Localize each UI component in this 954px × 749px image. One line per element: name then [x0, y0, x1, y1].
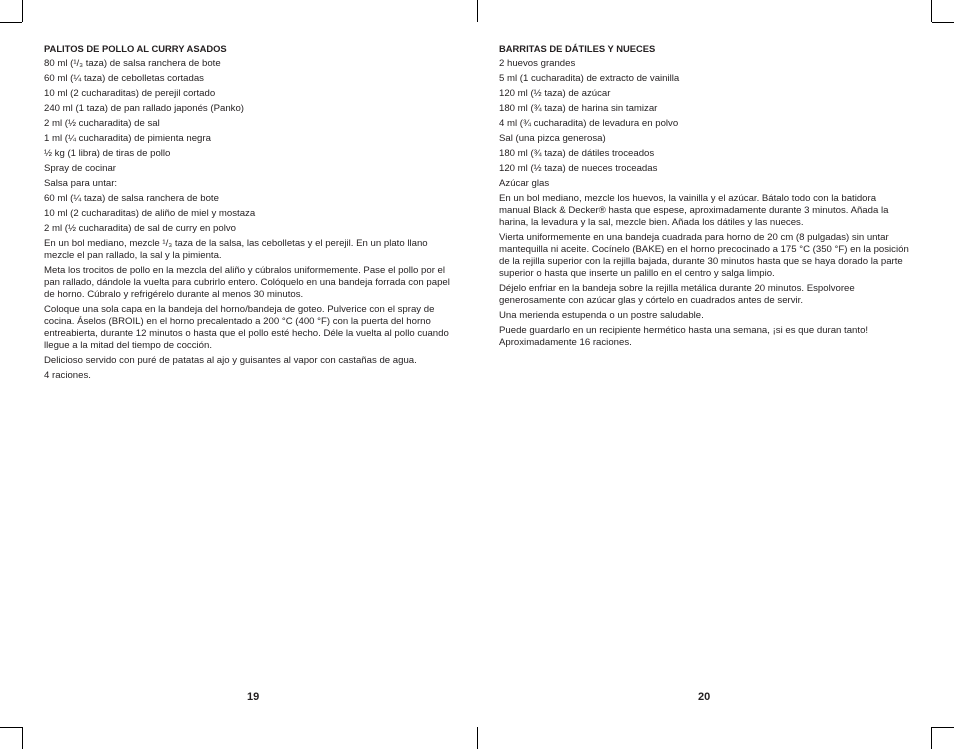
crop-mark-top-left — [22, 0, 23, 22]
ingredient-line: ½ kg (1 libra) de tiras de pollo — [44, 148, 171, 159]
crop-mark-bottom-right-horizontal — [932, 727, 954, 728]
ingredient-line: Spray de cocinar — [44, 163, 116, 174]
page-number-left: 19 — [247, 691, 260, 703]
instruction-paragraph: En un bol mediano, mezcle ¹/₃ taza de la salsa, las cebolletas y el perejil. En un plato llano mezcle el pan rallado, la sal y la pimienta. — [44, 238, 428, 261]
instruction-paragraph: Déjelo enfriar en la bandeja sobre la rejilla metálica durante 20 minutos. Espolvoree generosamente con azúcar glas y córtelo en cuadrados antes de servir. — [499, 283, 855, 306]
ingredient-line: 240 ml (1 taza) de pan rallado japonés (Panko) — [44, 103, 244, 114]
sauce-subheading: Salsa para untar: — [44, 178, 118, 189]
ingredient-line: 4 ml (¾ cucharadita) de levadura en polvo — [499, 118, 679, 129]
servings-note: Puede guardarlo en un recipiente hermético hasta una semana, ¡si es que duran tanto! Aproximadamente 16 raciones. — [499, 325, 869, 348]
crop-mark-bottom-left — [22, 727, 23, 749]
crop-mark-top-right-horizontal — [932, 22, 954, 23]
ingredient-line: 10 ml (2 cucharaditas) de perejil cortado — [44, 88, 216, 99]
crop-mark-bottom-left-horizontal — [0, 727, 22, 728]
crop-mark-bottom-center — [477, 727, 478, 749]
left-page-recipe — [44, 43, 456, 385]
ingredient-line: 10 ml (2 cucharaditas) de aliño de miel y mostaza — [44, 208, 256, 219]
ingredient-line: 5 ml (1 cucharadita) de extracto de vainilla — [499, 73, 680, 84]
ingredient-line: 2 ml (½ cucharadita) de sal — [44, 118, 160, 129]
crop-mark-top-right — [931, 0, 932, 22]
instruction-paragraph: Meta los trocitos de pollo en la mezcla del aliño y cúbralos uniformemente. Pase el pollo por el pan rallado, dándole la vuelta para cubrirlo entero. Colóquelo en una bandeja forrada con papel de horno. Cúbralo y refrigérelo durante al menos 30 minutos. — [44, 265, 450, 300]
ingredient-line: 2 ml (½ cucharadita) de sal de curry en polvo — [44, 223, 236, 234]
crop-mark-top-center — [477, 0, 478, 22]
page-number-right: 20 — [698, 691, 711, 703]
ingredient-line: 180 ml (¾ taza) de dátiles troceados — [499, 148, 655, 159]
ingredient-line: 2 huevos grandes — [499, 58, 576, 69]
ingredient-line: 180 ml (¾ taza) de harina sin tamizar — [499, 103, 658, 114]
ingredient-line: Azúcar glas — [499, 178, 550, 189]
instruction-paragraph: Vierta uniformemente en una bandeja cuadrada para horno de 20 cm (8 pulgadas) sin untar mantequilla ni aceite. Cocínelo (BAKE) en el horno precocinado a 175 °C (350 °F) en la posición de la rejilla superior con la rejilla bajada, durante 30 minutos hasta que se haya dorado la parte superior o hasta que inserte un palillo en el centro y salga limpio. — [499, 232, 909, 279]
instruction-paragraph: Delicioso servido con puré de patatas al ajo y guisantes al vapor con castañas de agua. — [44, 355, 417, 366]
crop-mark-top-left-horizontal — [0, 22, 22, 23]
ingredient-line: 80 ml (¹/₃ taza) de salsa ranchera de bote — [44, 58, 221, 69]
crop-mark-bottom-right — [931, 727, 932, 749]
ingredient-line: 120 ml (½ taza) de azúcar — [499, 88, 611, 99]
instruction-paragraph: Una merienda estupenda o un postre saludable. — [499, 310, 704, 321]
ingredient-line: 1 ml (¼ cucharadita) de pimienta negra — [44, 133, 211, 144]
ingredient-line: 120 ml (½ taza) de nueces troceadas — [499, 163, 658, 174]
recipe-title: PALITOS DE POLLO AL CURRY ASADOS — [44, 43, 227, 54]
ingredient-line: Sal (una pizca generosa) — [499, 133, 606, 144]
servings-note: 4 raciones. — [44, 370, 91, 381]
recipe-title: BARRITAS DE DÁTILES Y NUECES — [499, 43, 656, 54]
instruction-paragraph: Coloque una sola capa en la bandeja del horno/bandeja de goteo. Pulverice con el spray de cocina. Áselos (BROIL) en el horno precalentado a 200 °C (400 °F) con la puerta del horno entreabierta, durante 12 minutos o hasta que el pollo esté hecho. Déle la vuelta al pollo cuando llegue a la mitad del tiempo de cocción. — [44, 304, 449, 351]
ingredient-line: 60 ml (¼ taza) de cebolletas cortadas — [44, 73, 204, 84]
right-page-recipe — [499, 43, 909, 352]
instruction-paragraph: En un bol mediano, mezcle los huevos, la vainilla y el azúcar. Bátalo todo con la batidora manual Black & Decker® hasta que espese, aproximadamente durante 3 minutos. Añada la harina, la levadura y la sal, mezcle bien. Añada los dátiles y las nueces. — [499, 193, 889, 228]
ingredient-line: 60 ml (¼ taza) de salsa ranchera de bote — [44, 193, 219, 204]
